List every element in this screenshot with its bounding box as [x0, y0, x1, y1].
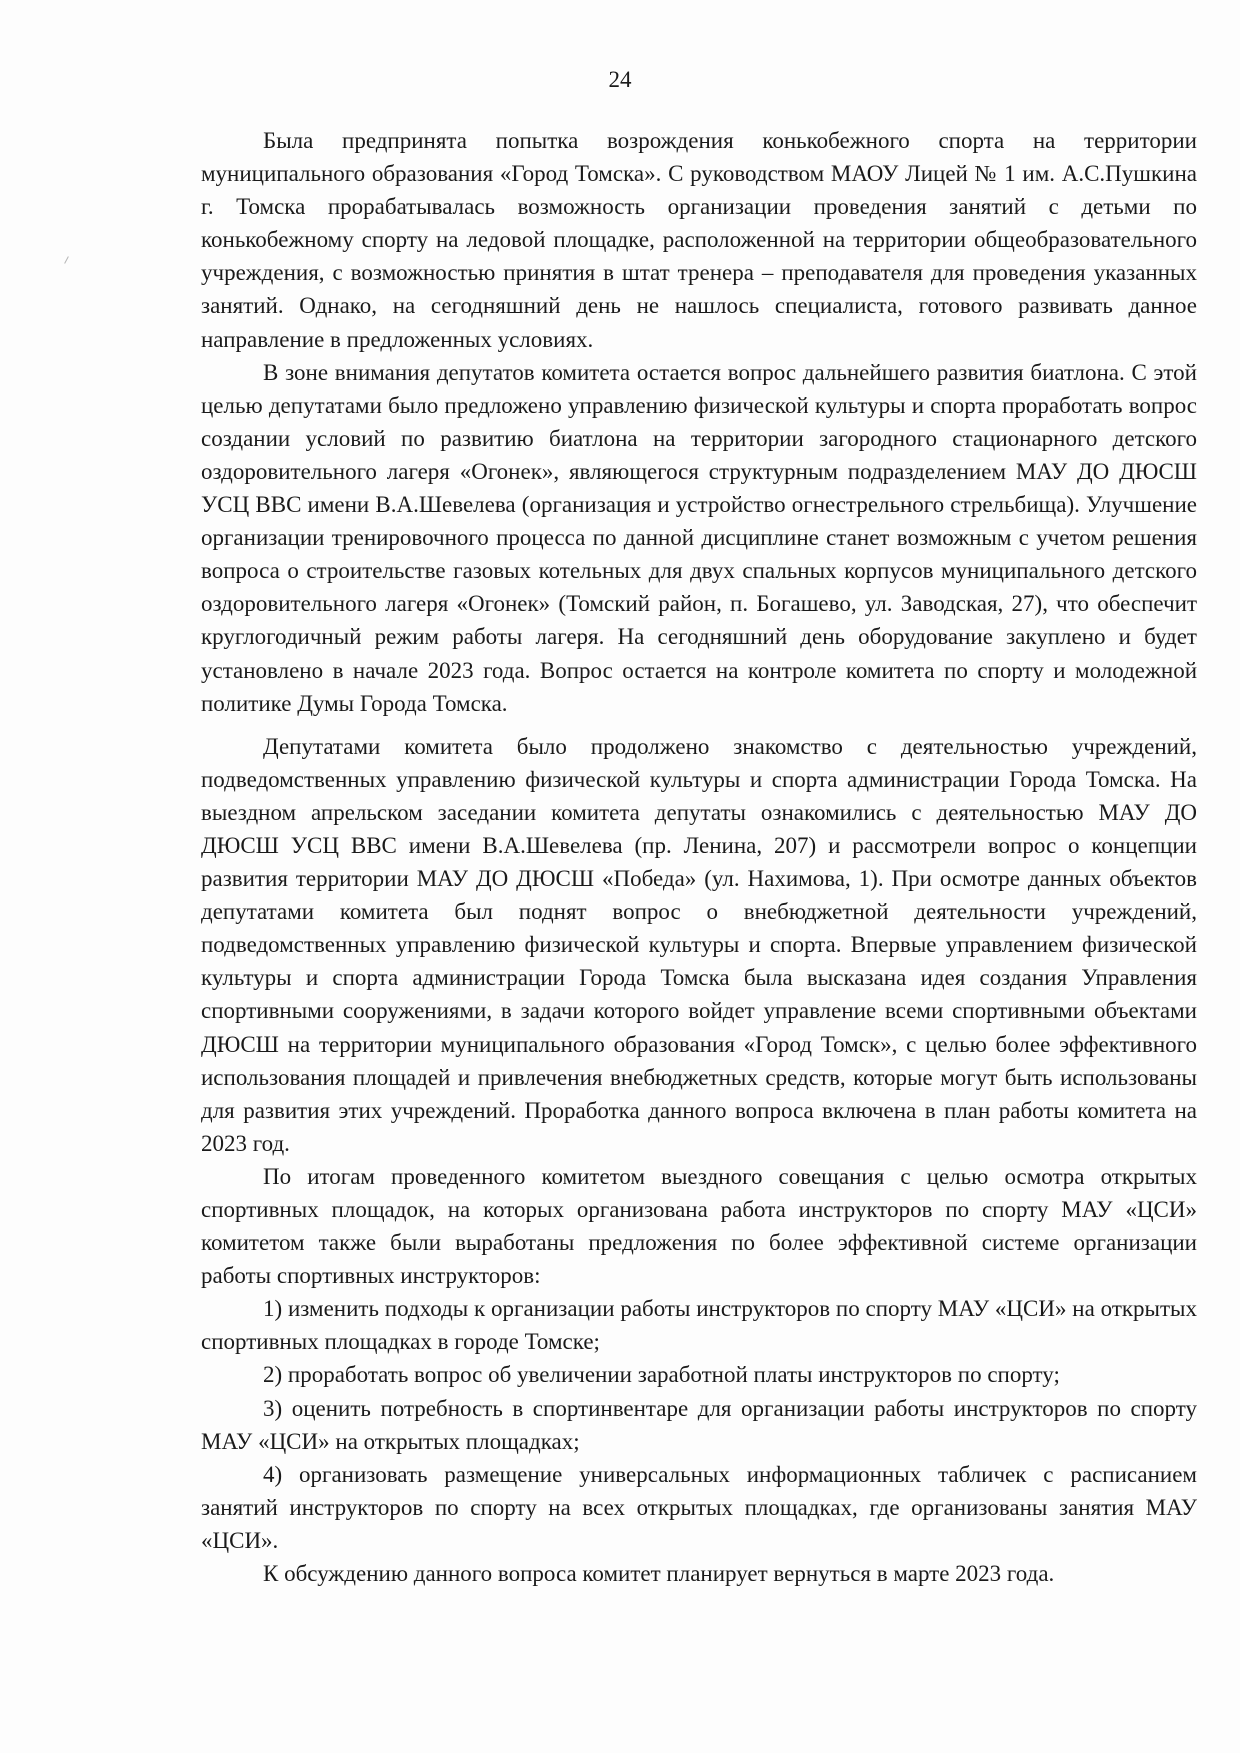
paragraph-closing: К обсуждению данного вопроса комитет планирует вернуться в марте 2023 года.	[263, 1561, 1055, 1587]
paragraph-biathlon: В зоне внимания депутатов комитета остается вопрос дальнейшего развития биатлона. С этой целью депутатами было предложено управлению физической культуры и спорта проработать вопрос создании условий по развитию биатлона на территории загородного стационарного детского оздоровительного лагеря «Огонек», являющегося структурным подразделением МАУ ДО ДЮСШ УСЦ ВВС имени В.А.Шевелева (организация и устройство огнестрельного стрельбища). Улучшение организации тренировочного процесса по данной дисциплине станет возможным с учетом решения вопроса о строительстве газовых котельных для двух спальных корпусов муниципального детского оздоровительного лагеря «Огонек» (Томский район, п. Богашево, ул. Заводская, 27), что обеспечит круглогодичный режим работы лагеря. На сегодняшний день оборудование закуплено и будет установлено в начале 2023 года. Вопрос остается на контроле комитета по спорту и молодежной политике Думы Города Томска.	[201, 359, 1197, 716]
list-item-4: 4) организовать размещение универсальных информационных табличек с расписанием занятий инструкторов по спорту на всех открытых площадках, где организованы занятия МАУ «ЦСИ».	[201, 1461, 1197, 1553]
document-body	[201, 124, 1197, 1590]
page-number: 24	[608, 67, 632, 92]
paragraph-instructors-intro: По итогам проведенного комитетом выездного совещания с целью осмотра открытых спортивных площадок, на которых организована работа инструкторов по спорту МАУ «ЦСИ» комитетом также были выработаны предложения по более эффективной системе организации работы спортивных инструкторов:	[201, 1163, 1197, 1289]
paragraph-speed-skating: Была предпринята попытка возрождения конькобежного спорта на территории муниципального образования «Город Томска». С руководством МАОУ Лицей № 1 им. А.С.Пушкина г. Томска прорабатывалась возможность организации проведения занятий с детьми по конькобежному спорту на ледовой площадке, расположенной на территории общеобразовательного учреждения, с возможностью принятия в штат тренера – преподавателя для проведения указанных занятий. Однако, на сегодняшний день не нашлось специалиста, готового развивать данное направление в предложенных условиях.	[201, 128, 1197, 352]
list-item-1: 1) изменить подходы к организации работы инструкторов по спорту МАУ «ЦСИ» на открытых спортивных площадках в городе Томске;	[201, 1296, 1197, 1355]
list-item-2: 2) проработать вопрос об увеличении заработной платы инструкторов по спорту;	[263, 1362, 1060, 1388]
paragraph-institutions: Депутатами комитета было продолжено знакомство с деятельностью учреждений, подведомственных управлению физической культуры и спорта администрации Города Томска. На выездном апрельском заседании комитета депутаты ознакомились с деятельностью МАУ ДО ДЮСШ УСЦ ВВС имени В.А.Шевелева (пр. Ленина, 207) и рассмотрели вопрос о концепции развития территории МАУ ДО ДЮСШ «Победа» (ул. Нахимова, 1). При осмотре данных объектов депутатами комитета был поднят вопрос о внебюджетной деятельности учреждений, подведомственных управлению физической культуры и спорта. Впервые управлением физической культуры и спорта администрации Города Томска была высказана идея создания Управления спортивными сооружениями, в задачи которого войдет управление всеми спортивными объектами ДЮСШ на территории муниципального образования «Город Томск», с целью более эффективного использования площадей и привлечения внебюджетных средств, которые могут быть использованы для развития этих учреждений. Проработка данного вопроса включена в план работы комитета на 2023 год.	[201, 733, 1197, 1156]
scan-artifact	[64, 256, 69, 264]
list-item-3: 3) оценить потребность в спортинвентаре для организации работы инструкторов по спорту МАУ «ЦСИ» на открытых площадках;	[201, 1395, 1197, 1454]
